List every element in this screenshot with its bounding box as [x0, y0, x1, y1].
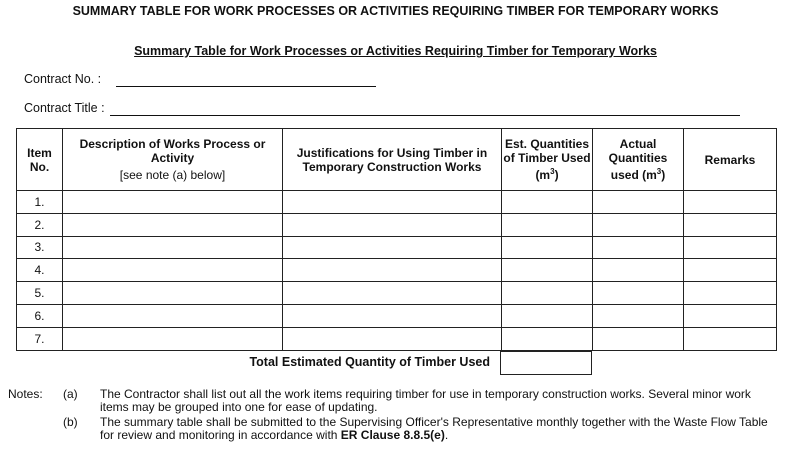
note-a-text: The Contractor shall list out all the work items requiring timber for use in temporary construction works. Several minor work items may be grouped into one for ease of updating.: [100, 387, 751, 414]
header-justification: Justifications for Using Timber in Temporary Construction Works: [283, 129, 502, 191]
est-quantity-cell[interactable]: [502, 213, 593, 236]
description-cell[interactable]: [63, 213, 283, 236]
contract-no-label: Contract No. :: [24, 72, 102, 86]
note-b-text: [100, 416, 780, 442]
unit-superscript: 3: [550, 167, 555, 176]
description-cell[interactable]: [63, 191, 283, 214]
total-estimated-field[interactable]: [500, 351, 592, 375]
est-quantity-cell[interactable]: [502, 236, 593, 259]
row-number: 5.: [17, 282, 63, 305]
note-b-body: The summary table shall be submitted to the Supervising Officer's Representative monthly together with the Waste Flow Table for review and monitoring in accordance with: [100, 415, 768, 442]
total-estimated-label: Total Estimated Quantity of Timber Used: [249, 355, 490, 369]
actual-quantity-cell[interactable]: [593, 327, 684, 350]
note-a-marker: (a): [63, 387, 78, 401]
header-item-no: Item No.: [17, 129, 63, 191]
contract-no-field[interactable]: [116, 86, 376, 87]
header-actual-text: Actual Quantities used (m: [608, 137, 668, 182]
row-number: 7.: [17, 327, 63, 350]
note-b-marker: (b): [63, 415, 78, 429]
table-row: [17, 304, 777, 327]
actual-quantity-cell[interactable]: [593, 304, 684, 327]
header-description-note: [see note (a) below]: [119, 168, 226, 182]
table-row: [17, 191, 777, 214]
description-cell[interactable]: [63, 327, 283, 350]
description-cell[interactable]: [63, 282, 283, 305]
actual-quantity-cell[interactable]: [593, 213, 684, 236]
est-quantity-cell[interactable]: [502, 191, 593, 214]
header-actual-quantities: [593, 129, 684, 191]
table-row: [17, 327, 777, 350]
row-number: 1.: [17, 191, 63, 214]
remarks-cell[interactable]: [684, 327, 777, 350]
justification-cell[interactable]: [283, 327, 502, 350]
justification-cell[interactable]: [283, 213, 502, 236]
est-quantity-cell[interactable]: [502, 259, 593, 282]
justification-cell[interactable]: [283, 236, 502, 259]
subheading-text: Summary Table for Work Processes or Activities Requiring Timber for Temporary Works: [134, 44, 657, 58]
header-est-quantities: [502, 129, 593, 191]
row-number: 4.: [17, 259, 63, 282]
description-cell[interactable]: [63, 259, 283, 282]
justification-cell[interactable]: [283, 259, 502, 282]
contract-title-label: Contract Title :: [24, 101, 105, 115]
header-remarks: Remarks: [684, 129, 777, 191]
est-quantity-cell[interactable]: [502, 282, 593, 305]
table-row: [17, 213, 777, 236]
justification-cell[interactable]: [283, 191, 502, 214]
timber-summary-table: [16, 128, 777, 351]
table-row: [17, 259, 777, 282]
actual-quantity-cell[interactable]: [593, 191, 684, 214]
justification-cell[interactable]: [283, 304, 502, 327]
header-description-text: Description of Works Process or Activity: [79, 137, 266, 165]
note-b-end: .: [444, 428, 449, 442]
contract-title-field[interactable]: [110, 115, 740, 116]
justification-cell[interactable]: [283, 282, 502, 305]
row-number: 6.: [17, 304, 63, 327]
row-number: 3.: [17, 236, 63, 259]
table-row: [17, 236, 777, 259]
header-description: [63, 129, 283, 191]
unit-close: ): [554, 168, 559, 182]
remarks-cell[interactable]: [684, 191, 777, 214]
remarks-cell[interactable]: [684, 213, 777, 236]
note-b-clause: ER Clause 8.8.5(e): [340, 428, 445, 442]
remarks-cell[interactable]: [684, 259, 777, 282]
row-number: 2.: [17, 213, 63, 236]
unit-close: ): [661, 168, 666, 182]
description-cell[interactable]: [63, 304, 283, 327]
actual-quantity-cell[interactable]: [593, 282, 684, 305]
remarks-cell[interactable]: [684, 304, 777, 327]
est-quantity-cell[interactable]: [502, 327, 593, 350]
table-header-row: [17, 129, 777, 191]
unit-superscript: 3: [656, 167, 662, 176]
remarks-cell[interactable]: [684, 236, 777, 259]
actual-quantity-cell[interactable]: [593, 236, 684, 259]
notes-label: Notes:: [8, 387, 43, 401]
remarks-cell[interactable]: [684, 282, 777, 305]
document-heading: SUMMARY TABLE FOR WORK PROCESSES OR ACTIVITIES REQUIRING TIMBER FOR TEMPORARY WORKS: [72, 4, 719, 18]
est-quantity-cell[interactable]: [502, 304, 593, 327]
actual-quantity-cell[interactable]: [593, 259, 684, 282]
header-est-text: Est. Quantities of Timber Used (m: [503, 137, 591, 182]
description-cell[interactable]: [63, 236, 283, 259]
table-row: [17, 282, 777, 305]
table-subheading: [0, 44, 791, 58]
